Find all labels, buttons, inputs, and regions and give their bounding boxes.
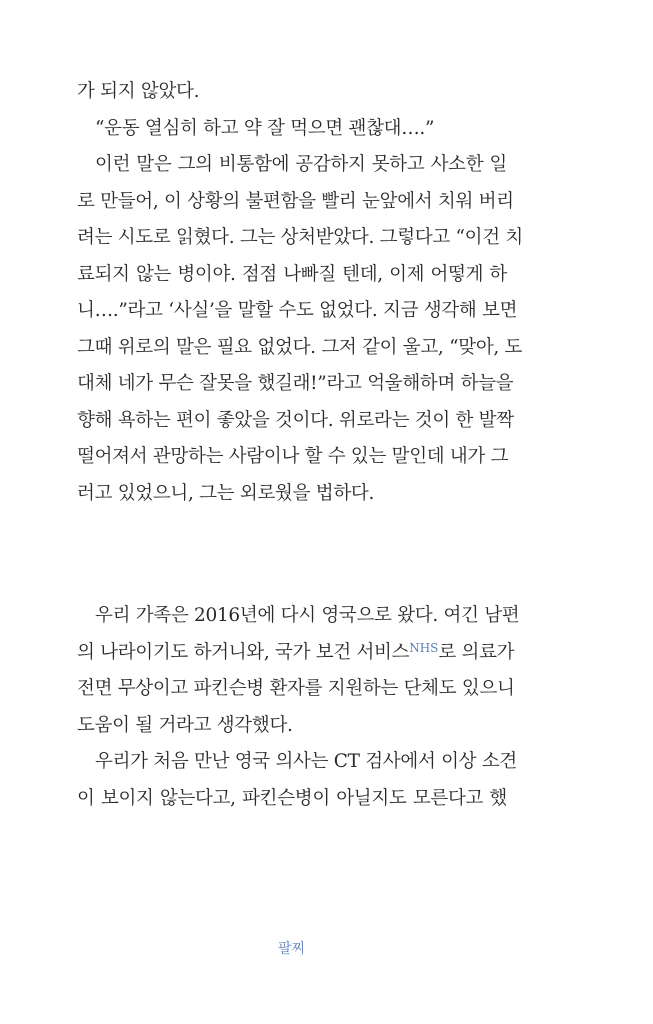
text-fragment: 로 의료가 — [438, 641, 515, 663]
text-line: 이 보이지 않는다고, 파킨슨병이 아닐지도 모른다고 했 — [77, 787, 507, 809]
text-block-bottom — [77, 598, 520, 817]
text-line: 이런 말은 그의 비통함에 공감하지 못하고 사소한 일 — [95, 154, 507, 175]
text-line: 러고 있었으니, 그는 외로웠을 법하다. — [77, 482, 375, 504]
text-line: 로 만들어, 이 상황의 불편함을 빨리 눈앞에서 치워 버리 — [77, 190, 514, 212]
nhs-superscript: NHS — [409, 640, 439, 655]
chapter-footer-label: 팔찌 — [277, 941, 306, 957]
text-line: 도움이 될 거라고 생각했다. — [77, 714, 293, 736]
text-line-quote: “운동 열심히 하고 약 잘 먹으면 괜찮대….” — [95, 117, 435, 139]
text-line: 니….”라고 ‘사실’을 말할 수도 없었다. 지금 생각해 보면 — [77, 300, 518, 321]
text-line: 료되지 않는 병이야. 점점 나빠질 텐데, 이제 어떻게 하 — [77, 263, 507, 285]
text-line-nhs — [77, 635, 515, 672]
text-line: 대체 네가 무슨 잘못을 했길래!”라고 억울해하며 하늘을 — [77, 373, 514, 394]
text-line: 떨어져서 관망하는 사람이나 할 수 있는 말인데 내가 그 — [77, 446, 509, 467]
text-line: 우리가 처음 만난 영국 의사는 CT 검사에서 이상 소견 — [95, 751, 517, 772]
text-line: 향해 욕하는 편이 좋았을 것이다. 위로라는 것이 한 발짝 — [77, 409, 514, 431]
text-line: 가 되지 않았다. — [77, 81, 200, 102]
text-line: 려는 시도로 읽혔다. 그는 상처받았다. 그렇다고 “이건 치 — [77, 227, 523, 248]
text-line: 우리 가족은 2016년에 다시 영국으로 왔다. 여긴 남편 — [95, 605, 520, 626]
text-fragment: 의 나라이기도 하거니와, 국가 보건 서비스 — [77, 641, 410, 663]
text-line: 전면 무상이고 파킨슨병 환자를 지원하는 단체도 있으니 — [77, 678, 515, 699]
text-line: 그때 위로의 말은 필요 없었다. 그저 같이 울고, “맞아, 도 — [77, 336, 523, 358]
text-block-top — [77, 74, 523, 512]
